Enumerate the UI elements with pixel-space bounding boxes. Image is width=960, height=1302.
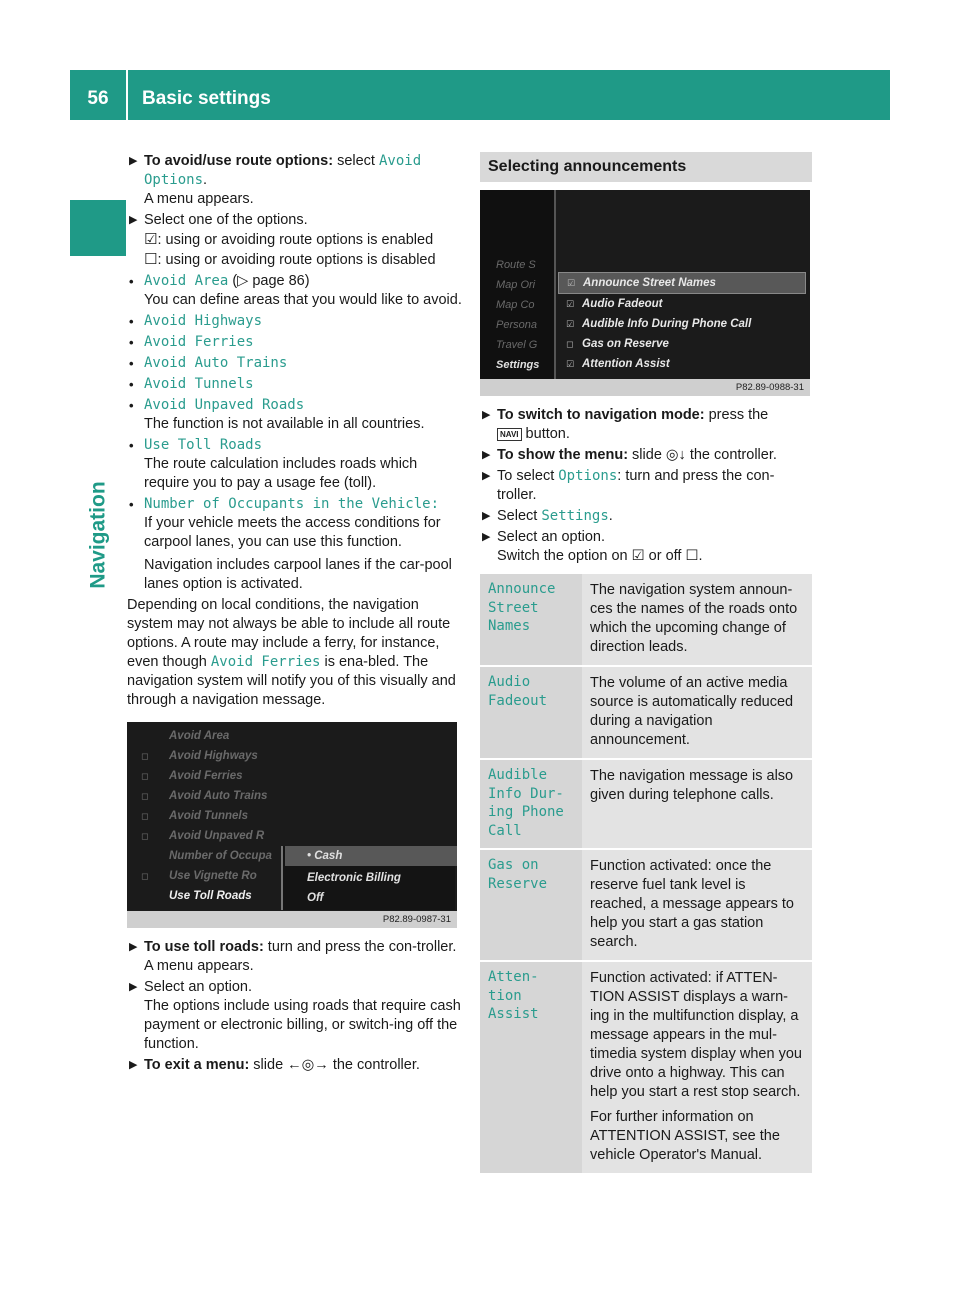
- image-caption: P82.89-0988-31: [480, 379, 810, 396]
- right-column: [480, 152, 812, 1173]
- announcements-table: [480, 572, 812, 1173]
- header-divider: [126, 70, 128, 120]
- table-row: [480, 849, 812, 961]
- option-name: Announce Street Names: [480, 573, 582, 666]
- image-caption: P82.89-0987-31: [127, 911, 457, 928]
- settings-screenshot: [480, 190, 810, 396]
- menu-item: ◻ Avoid Unpaved R: [141, 830, 265, 842]
- step-toll-roads: ▶ To use toll roads: turn and press the con-troller. A menu appears.: [129, 939, 457, 974]
- step-select-options: ▶ To select Options: turn and press the con-troller.: [482, 468, 775, 503]
- section-marker: [70, 200, 126, 256]
- step-result: A menu appears.: [144, 191, 254, 207]
- list-item: • Avoid Tunnels: [129, 376, 254, 392]
- page-number: 56: [87, 88, 109, 109]
- settings-left-pane: Route S Map Ori Map Co Persona Travel G Settings: [480, 190, 556, 379]
- step-arrow-icon: ▶: [129, 941, 138, 953]
- settings-list-item: ☑ Audio Fadeout: [566, 298, 663, 310]
- option-name: Gas on Reserve: [480, 849, 582, 961]
- popup-item: • Cash: [285, 846, 457, 866]
- step-arrow-icon: ▶: [129, 981, 138, 993]
- left-column: [127, 152, 463, 1077]
- step-select-settings: ▶ Select Settings.: [482, 508, 613, 524]
- settings-list: [558, 272, 806, 374]
- option-name: Atten‐ tion Assist: [480, 961, 582, 1173]
- menu-item: ◻ Avoid Ferries: [141, 770, 243, 782]
- step-arrow-icon: ▶: [482, 449, 491, 461]
- navi-button-icon: NAVI: [497, 428, 522, 441]
- menu-item: Number of Occupa: [169, 850, 272, 862]
- section-label: Navigation: [86, 481, 110, 589]
- step-arrow-icon: ▶: [482, 470, 491, 482]
- option-description: The navigation message is also given during telephone calls.: [582, 759, 812, 849]
- option-name: Audio Fadeout: [480, 666, 582, 759]
- menu-item: Avoid Area: [169, 730, 230, 742]
- menu-item: ◻ Avoid Tunnels: [141, 810, 249, 822]
- step-select-option: ▶ Select one of the options. ☑: using or avoiding route options is enabled ☐: using or avoiding route options is disabled: [129, 212, 436, 268]
- step-select-toll-option: ▶ Select an option. The options include using roads that require cash payment or electronic billing, or switch-ing off the function.: [129, 979, 461, 1052]
- menu-item: ◻ Use Vignette Ro: [141, 870, 257, 882]
- step-exit-menu: ▶ To exit a menu: slide ←◎→ the controller.: [129, 1057, 420, 1073]
- list-item: • Avoid Unpaved Roads The function is not available in all countries.: [129, 397, 425, 432]
- step-navigation-mode: ▶ To switch to navigation mode: press the NAVI button.: [482, 407, 769, 442]
- settings-list-item: ☑ Audible Info During Phone Call: [566, 318, 752, 330]
- step-arrow-icon: ▶: [129, 214, 138, 226]
- checkbox-checked-icon: ☑: [144, 231, 158, 248]
- list-item: • Avoid Highways: [129, 313, 263, 329]
- list-item: • Avoid Ferries: [129, 334, 254, 350]
- option-description: The navigation system announ-ces the names of the roads onto which the upcoming change of direction leads.: [582, 573, 812, 666]
- list-item: • Avoid Auto Trains: [129, 355, 288, 371]
- step-arrow-icon: ▶: [482, 531, 491, 543]
- step-arrow-icon: ▶: [482, 510, 491, 522]
- checkbox-empty-icon: ☐: [144, 251, 158, 268]
- option-description: Function activated: once the reserve fuel tank level is reached, a message appears to help you start a gas station search.: [582, 849, 812, 961]
- table-row: [480, 573, 812, 666]
- toll-popup: [281, 846, 455, 910]
- step-show-menu: ▶ To show the menu: slide ◎↓ the controller.: [482, 447, 777, 463]
- menu-item: ◻ Avoid Auto Trains: [141, 790, 268, 802]
- settings-list-item: ☑ Attention Assist: [566, 358, 670, 370]
- settings-list-item: ☑ Announce Street Names: [558, 272, 806, 294]
- menu-item: ◻ Avoid Highways: [141, 750, 258, 762]
- route-options-note: Depending on local conditions, the navigation system may not always be able to include all route options. A route may include a ferry, for instance, even though Avoid Ferries is ena-bled. The navigation system will notify you of this visually and through a navigation message.: [127, 597, 456, 708]
- table-row: [480, 666, 812, 759]
- table-row: [480, 759, 812, 849]
- step-avoid-options: ▶ To avoid/use route options: select Avoid Options. A menu appears.: [127, 152, 463, 209]
- list-item: • Number of Occupants in the Vehicle: If your vehicle meets the access conditions for carpool lanes, you can use this function. Navigation includes carpool lanes if the car-pool lanes option is activated.: [129, 496, 452, 592]
- popup-item: Off: [307, 892, 324, 904]
- page-title: Basic settings: [142, 88, 271, 109]
- option-description: The volume of an active media source is automatically reduced during a navigation announcement.: [582, 666, 812, 759]
- table-row: [480, 961, 812, 1173]
- list-item: • Use Toll Roads The route calculation includes roads which require you to pay a usage fee (toll).: [129, 437, 418, 491]
- option-description: Function activated: if ATTEN-TION ASSIST displays a warn-ing in the multifunction display, a message appears in the mul-timedia system display when you drive onto a highway. This can help you start a rest stop search. For further information on ATTENTION ASSIST, see the vehicle Operator's Manual.: [582, 961, 812, 1173]
- section-heading: Selecting announcements: [480, 152, 812, 182]
- step-select-an-option: ▶ Select an option. Switch the option on ☑ or off ☐.: [482, 529, 703, 564]
- step-arrow-icon: ▶: [482, 409, 491, 421]
- list-item: • Avoid Area (▷ page 86) You can define areas that you would like to avoid.: [129, 273, 462, 308]
- menu-item: Use Toll Roads: [169, 890, 252, 902]
- popup-item: Electronic Billing: [307, 872, 401, 884]
- step-arrow-icon: ▶: [129, 155, 138, 167]
- settings-list-item: ◻ Gas on Reserve: [566, 338, 669, 350]
- option-name: Audible Info Dur‐ ing Phone Call: [480, 759, 582, 849]
- step-arrow-icon: ▶: [129, 1059, 138, 1071]
- toll-roads-screenshot: [127, 722, 457, 928]
